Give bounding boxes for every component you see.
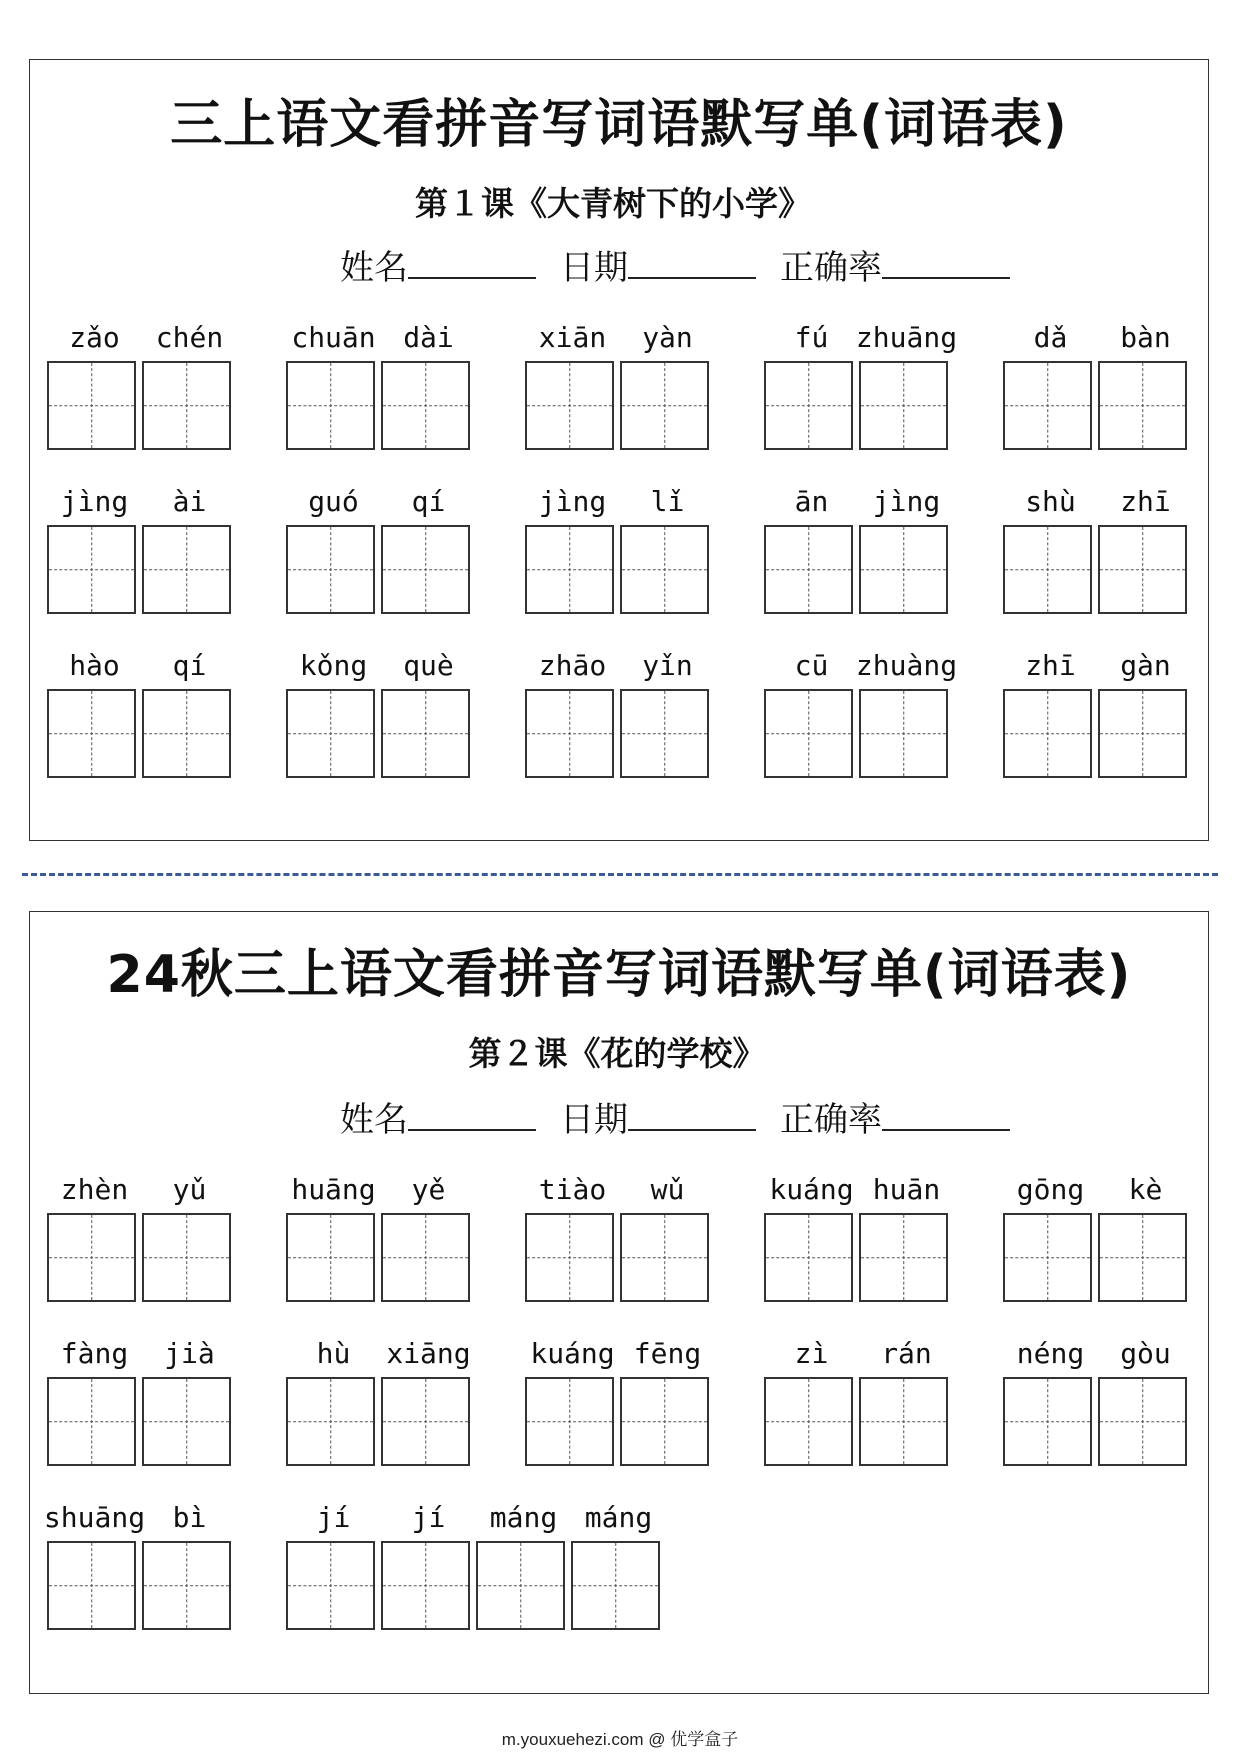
pinyin-label: gàn (1120, 649, 1171, 682)
pinyin-label: jià (164, 1337, 215, 1370)
writing-grid-box[interactable] (1098, 525, 1187, 614)
writing-grid-box[interactable] (286, 525, 375, 614)
footer-watermark: m.youxuehezi.com @ 优学盒子 (501, 1730, 739, 1749)
pinyin-label: rán (881, 1337, 932, 1370)
pinyin-label: yǐn (642, 649, 693, 682)
pinyin-label: huān (872, 1173, 941, 1206)
writing-grid-box[interactable] (286, 1377, 375, 1466)
writing-grid-box[interactable] (47, 1213, 136, 1302)
writing-grid-box[interactable] (571, 1541, 660, 1630)
accuracy-blank[interactable] (882, 1101, 1010, 1131)
pinyin-label: qí (172, 649, 207, 682)
writing-grid-box[interactable] (142, 525, 231, 614)
writing-grid-box[interactable] (381, 689, 470, 778)
writing-grid-box[interactable] (859, 361, 948, 450)
student-info-line (340, 240, 1010, 289)
pinyin-label: fú (794, 321, 829, 354)
student-info-line (340, 1092, 1010, 1141)
pinyin-label: lǐ (650, 485, 685, 518)
writing-grid-box[interactable] (525, 361, 614, 450)
pinyin-label: ài (172, 485, 207, 518)
pinyin-label: gòu (1120, 1337, 1171, 1370)
writing-grid-box[interactable] (381, 361, 470, 450)
writing-grid-box[interactable] (1098, 1377, 1187, 1466)
writing-grid-box[interactable] (47, 525, 136, 614)
writing-grid-box[interactable] (381, 1377, 470, 1466)
writing-grid-box[interactable] (620, 1377, 709, 1466)
writing-grid-box[interactable] (525, 1377, 614, 1466)
pinyin-label: jí (316, 1501, 351, 1534)
pinyin-label: zhuāng (855, 321, 958, 354)
pinyin-label: wǔ (650, 1173, 685, 1206)
writing-grid-box[interactable] (1003, 361, 1092, 450)
writing-grid-box[interactable] (859, 1377, 948, 1466)
pinyin-label: kuáng (530, 1337, 615, 1370)
worksheet-title: 三上语文看拼音写词语默写单(词语表) (170, 95, 1068, 155)
writing-grid-box[interactable] (859, 689, 948, 778)
writing-grid-box[interactable] (381, 525, 470, 614)
writing-grid-box[interactable] (286, 361, 375, 450)
pinyin-label: chén (155, 321, 224, 354)
pinyin-label: fēng (633, 1337, 702, 1370)
writing-grid-box[interactable] (286, 689, 375, 778)
pinyin-label: huāng (291, 1173, 376, 1206)
pinyin-label: shuāng (43, 1501, 146, 1534)
worksheet-lesson-2 (29, 911, 1209, 1694)
pinyin-label: zhèn (60, 1173, 129, 1206)
writing-grid-box[interactable] (381, 1213, 470, 1302)
writing-grid-box[interactable] (476, 1541, 565, 1630)
writing-grid-box[interactable] (142, 1541, 231, 1630)
pinyin-label: máng (489, 1501, 558, 1534)
pinyin-label: tiào (538, 1173, 607, 1206)
pinyin-label: xiān (538, 321, 607, 354)
writing-grid-box[interactable] (859, 525, 948, 614)
name-blank[interactable] (408, 1101, 536, 1131)
writing-grid-box[interactable] (142, 1377, 231, 1466)
pinyin-label: yǔ (172, 1173, 207, 1206)
pinyin-label: què (403, 649, 454, 682)
writing-grid-box[interactable] (381, 1541, 470, 1630)
writing-grid-box[interactable] (1098, 361, 1187, 450)
name-label: 姓名 (340, 248, 408, 288)
pinyin-label: zhī (1120, 485, 1171, 518)
date-blank[interactable] (628, 1101, 756, 1131)
date-label: 日期 (560, 248, 628, 288)
name-label: 姓名 (340, 1100, 408, 1140)
pinyin-label: jìng (538, 485, 607, 518)
date-label: 日期 (560, 1100, 628, 1140)
pinyin-label: yàn (642, 321, 693, 354)
writing-grid-box[interactable] (859, 1213, 948, 1302)
pinyin-label: dài (403, 321, 454, 354)
accuracy-label: 正确率 (780, 248, 882, 288)
pinyin-label: xiāng (386, 1337, 471, 1370)
pinyin-label: zhāo (538, 649, 607, 682)
writing-grid-box[interactable] (525, 1213, 614, 1302)
cut-line-divider (22, 873, 1218, 876)
writing-grid-box[interactable] (525, 689, 614, 778)
pinyin-label: kǒng (299, 649, 368, 682)
writing-grid-box[interactable] (1003, 689, 1092, 778)
writing-grid-box[interactable] (142, 689, 231, 778)
pinyin-label: bàn (1120, 321, 1171, 354)
writing-grid-box[interactable] (47, 1377, 136, 1466)
writing-grid-box[interactable] (142, 1213, 231, 1302)
writing-grid-box[interactable] (1003, 1377, 1092, 1466)
writing-grid-box[interactable] (525, 525, 614, 614)
writing-grid-box[interactable] (764, 361, 853, 450)
writing-grid-box[interactable] (286, 1213, 375, 1302)
pinyin-label: kuáng (769, 1173, 854, 1206)
writing-grid-box[interactable] (142, 361, 231, 450)
writing-grid-box[interactable] (764, 689, 853, 778)
pinyin-label: qí (411, 485, 446, 518)
pinyin-label: zhī (1025, 649, 1076, 682)
pinyin-label: néng (1016, 1337, 1085, 1370)
worksheet-lesson-1 (29, 59, 1209, 841)
pinyin-label: jìng (60, 485, 129, 518)
pinyin-label: bì (172, 1501, 207, 1534)
writing-grid-box[interactable] (47, 1541, 136, 1630)
pinyin-label: kè (1128, 1173, 1163, 1206)
pinyin-label: zì (794, 1337, 829, 1370)
accuracy-blank[interactable] (882, 249, 1010, 279)
pinyin-label: chuān (291, 321, 376, 354)
writing-grid-box[interactable] (764, 525, 853, 614)
writing-grid-box[interactable] (286, 1541, 375, 1630)
pinyin-label: jí (411, 1501, 446, 1534)
writing-grid-box[interactable] (1098, 689, 1187, 778)
writing-grid-box[interactable] (620, 689, 709, 778)
pinyin-label: hào (69, 649, 120, 682)
writing-grid-box[interactable] (764, 1213, 853, 1302)
pinyin-label: hù (316, 1337, 351, 1370)
pinyin-label: ān (794, 485, 829, 518)
accuracy-label: 正确率 (780, 1100, 882, 1140)
pinyin-label: cū (794, 649, 829, 682)
date-blank[interactable] (628, 249, 756, 279)
worksheet-title: 24秋三上语文看拼音写词语默写单(词语表) (106, 945, 1132, 1005)
name-blank[interactable] (408, 249, 536, 279)
writing-grid-box[interactable] (1003, 1213, 1092, 1302)
pinyin-label: zǎo (69, 321, 120, 354)
writing-grid-box[interactable] (1098, 1213, 1187, 1302)
writing-grid-box[interactable] (620, 361, 709, 450)
lesson-subtitle: 第２课《花的学校》 (468, 1034, 766, 1073)
writing-grid-box[interactable] (47, 361, 136, 450)
pinyin-label: gōng (1016, 1173, 1085, 1206)
writing-grid-box[interactable] (620, 1213, 709, 1302)
writing-grid-box[interactable] (1003, 525, 1092, 614)
writing-grid-box[interactable] (764, 1377, 853, 1466)
pinyin-label: guó (308, 485, 359, 518)
lesson-subtitle: 第１课《大青树下的小学》 (415, 184, 811, 223)
pinyin-label: dǎ (1033, 321, 1068, 354)
pinyin-label: jìng (872, 485, 941, 518)
writing-grid-box[interactable] (47, 689, 136, 778)
pinyin-label: shù (1025, 485, 1076, 518)
pinyin-label: yě (411, 1173, 446, 1206)
writing-grid-box[interactable] (620, 525, 709, 614)
pinyin-label: fàng (60, 1337, 129, 1370)
pinyin-label: máng (584, 1501, 653, 1534)
pinyin-label: zhuàng (855, 649, 958, 682)
